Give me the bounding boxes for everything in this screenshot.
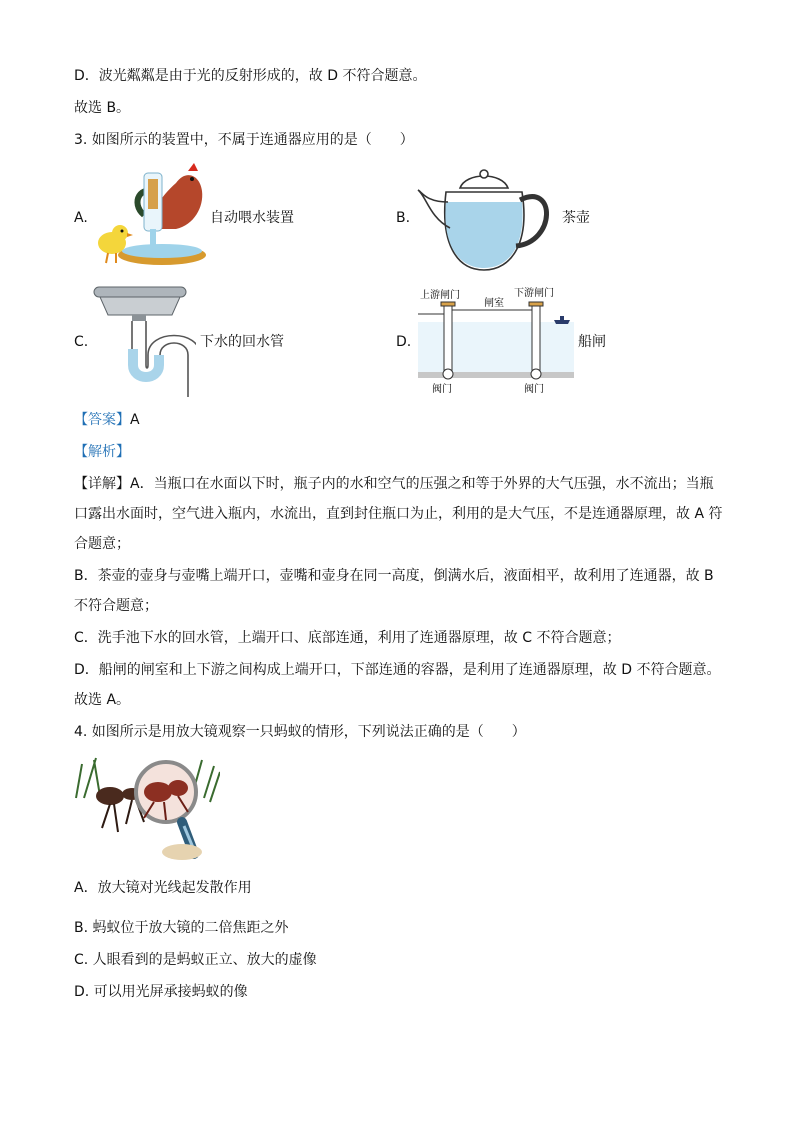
prev-line-d: D．波光粼粼是由于光的反射形成的，故 D 不符合题意。 bbox=[74, 68, 427, 84]
q3-conclusion: 故选 A。 bbox=[74, 692, 131, 708]
analysis-bracket: 【解析】 bbox=[74, 444, 130, 460]
q3-analysis-header bbox=[74, 442, 130, 462]
q4-option-a: A．放大镜对光线起发散作用 bbox=[74, 880, 252, 896]
lock-label-valve-left: 阀门 bbox=[432, 384, 452, 395]
answer-bracket: 【答案】 bbox=[74, 412, 130, 428]
q3-explanation-line-3: 合题意； bbox=[74, 536, 130, 552]
ship-lock-icon bbox=[414, 284, 574, 396]
lock-label-lower-gate: 下游闸门 bbox=[514, 288, 554, 299]
prev-conclusion: 故选 B。 bbox=[74, 100, 131, 116]
q3-explanation-line-4: B．茶壶的壶身与壶嘴上端开口，壶嘴和壶身在同一高度，倒满水后，液面相平，故利用了连通器，故 B bbox=[74, 568, 714, 584]
answer-value: A bbox=[130, 412, 140, 428]
q4-option-c: C. 人眼看到的是蚂蚁正立、放大的虚像 bbox=[74, 952, 317, 968]
sink-trap-icon bbox=[92, 283, 196, 399]
q4-stem: 4. 如图所示是用放大镜观察一只蚂蚁的情形，下列说法正确的是（ ） bbox=[74, 724, 526, 740]
q3-explanation-line-6: C．洗手池下水的回水管，上端开口、底部连通，利用了连通器原理，故 C 不符合题意； bbox=[74, 630, 621, 646]
q3-option-c-letter: C. bbox=[74, 334, 89, 350]
q4-option-d: D. 可以用光屏承接蚂蚁的像 bbox=[74, 984, 248, 1000]
magnifier-ant-icon bbox=[74, 752, 220, 864]
detail-bracket: 【详解】 bbox=[74, 476, 130, 492]
q3-answer-line bbox=[74, 410, 140, 430]
q3-explanation-line-7: D．船闸的闸室和上下游之间构成上端开口，下部连通的容器，是利用了连通器原理，故 D 不符合题意。 bbox=[74, 662, 721, 678]
q3-option-d-caption: 船闸 bbox=[578, 334, 606, 350]
lock-label-upper-gate: 上游闸门 bbox=[420, 290, 460, 301]
q3-option-b-letter: B. bbox=[396, 210, 411, 226]
q3-stem: 3. 如图所示的装置中，不属于连通器应用的是（ ） bbox=[74, 132, 414, 148]
chicken-waterer-icon bbox=[90, 163, 208, 271]
q3-explanation-line-2: 口露出水面时，空气进入瓶内，水流出，直到封住瓶口为止，利用的是大气压，不是连通器原理，故 A 符 bbox=[74, 506, 723, 522]
lock-label-chamber: 闸室 bbox=[484, 298, 504, 309]
q4-option-b: B. 蚂蚁位于放大镜的二倍焦距之外 bbox=[74, 920, 289, 936]
q3-explanation-line-5: 不符合题意； bbox=[74, 598, 158, 614]
q3-explanation-line-1 bbox=[74, 474, 714, 494]
teapot-icon bbox=[416, 162, 556, 274]
q3-option-d-letter: D. bbox=[396, 334, 412, 350]
q3-option-a-caption: 自动喂水装置 bbox=[210, 210, 294, 226]
explanation-text-1: A．当瓶口在水面以下时，瓶子内的水和空气的压强之和等于外界的大气压强，水不流出；当瓶 bbox=[130, 476, 714, 492]
q3-option-a-letter: A. bbox=[74, 210, 88, 226]
q3-option-b-caption: 茶壶 bbox=[562, 210, 590, 226]
lock-label-valve-right: 阀门 bbox=[524, 384, 544, 395]
q3-option-c-caption: 下水的回水管 bbox=[200, 334, 284, 350]
